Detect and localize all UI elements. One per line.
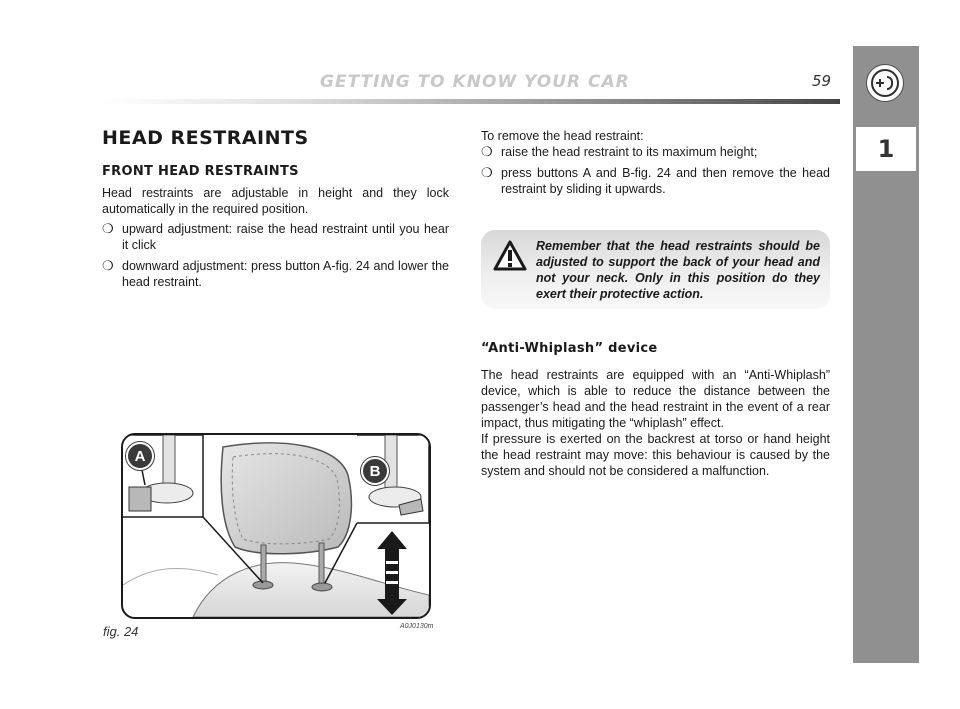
running-header-title: GETTING TO KNOW YOUR CAR <box>320 72 630 92</box>
callout-b: B <box>361 457 389 485</box>
list-item: ❍ upward adjustment: raise the head restraint until you hear it click <box>102 221 449 252</box>
removal-intro: To remove the head restraint: <box>481 129 644 143</box>
anti-whiplash-heading: “Anti-Whiplash” device <box>481 341 658 356</box>
head-restraint-illustration <box>121 433 431 619</box>
adjustment-list <box>102 221 449 295</box>
subsection-heading: FRONT HEAD RESTRAINTS <box>102 164 299 179</box>
intro-paragraph: Head restraints are adjustable in height and they lock automatically in the required position. <box>102 186 449 216</box>
warning-box <box>481 230 830 309</box>
header-rule <box>100 99 840 104</box>
list-item: ❍ downward adjustment: press button A-fig. 24 and lower the head restraint. <box>102 258 449 289</box>
warning-text: Remember that the head restraints should be adjusted to support the back of your head and not your neck. Only in this position do they exert their protective action. <box>536 239 820 301</box>
bullet-icon: ❍ <box>102 221 114 236</box>
brand-logo-icon <box>866 64 904 102</box>
list-item: ❍ press buttons A and B-fig. 24 and then remove the head restraint by sliding it upwards. <box>481 165 830 196</box>
anti-whiplash-paragraph-1: The head restraints are equipped with an “Anti-Whiplash” device, which is able to reduce the distance between the passenger’s head and the head restraint in the event of a rear impact, thus mitigating the “whiplash” effect. <box>481 368 830 430</box>
chapter-number: 1 <box>856 127 916 171</box>
removal-list <box>481 144 830 202</box>
section-heading: HEAD RESTRAINTS <box>102 127 309 149</box>
callout-a: A <box>126 442 154 470</box>
bullet-icon: ❍ <box>481 144 493 159</box>
anti-whiplash-paragraph-2: If pressure is exerted on the backrest at torso or hand height the head restraint may move: this behaviour is caused by the system and should not be considered a malfunction. <box>481 432 830 478</box>
figure-label: fig. 24 <box>103 624 139 639</box>
bullet-icon: ❍ <box>481 165 493 180</box>
bullet-icon: ❍ <box>102 258 114 273</box>
figure-code: A0J0130m <box>400 623 434 630</box>
anti-whiplash-text <box>481 367 830 479</box>
list-item: ❍ raise the head restraint to its maximum height; <box>481 144 758 159</box>
page-number: 59 <box>812 72 832 90</box>
